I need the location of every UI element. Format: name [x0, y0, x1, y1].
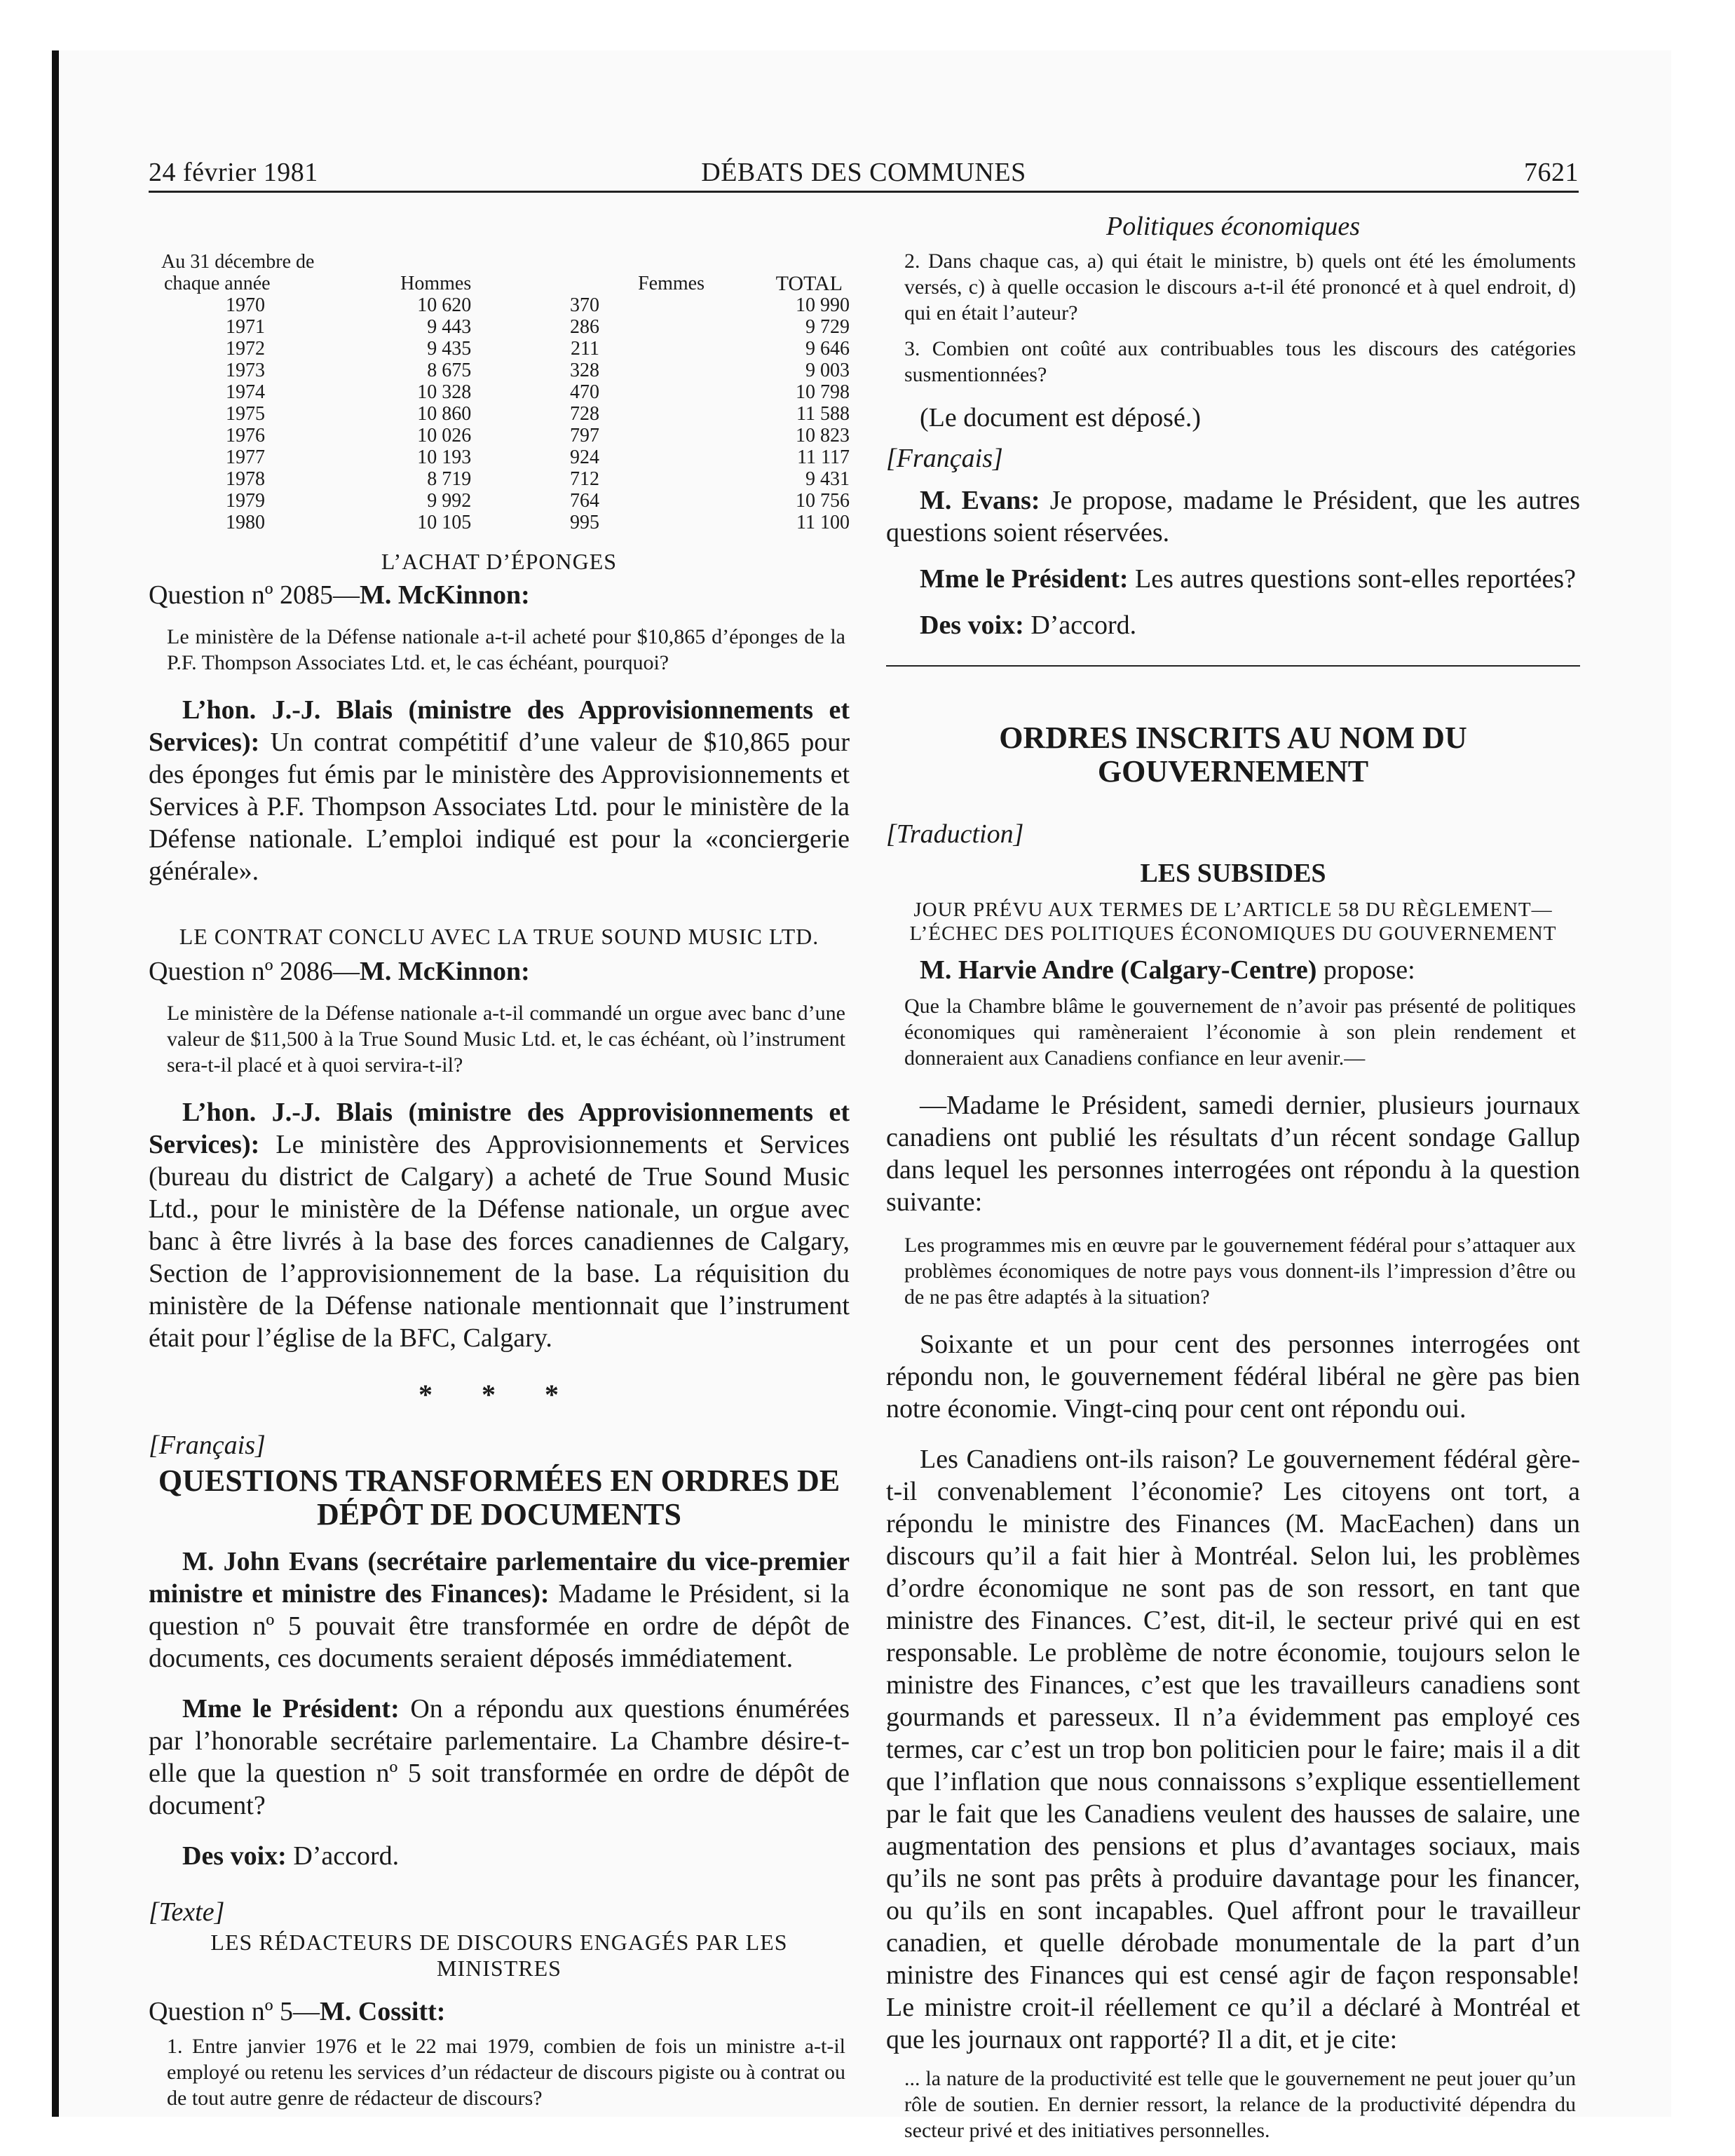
evans-statement	[149, 1546, 850, 1674]
answer-2085-speaker: L’hon. J.-J. Blais (ministre des Approvisionnements et Services):	[149, 695, 850, 757]
table-cell-total: 11 100	[796, 512, 850, 533]
table-cell-year: 1979	[226, 490, 265, 512]
table-row	[149, 512, 850, 533]
question-5-member: M. Cossitt:	[320, 1997, 446, 2026]
question-2085-text: Le ministère de la Défense nationale a-t-il acheté pour $10,865 d’éponges de la P.F. Thompson Associates Ltd. et, le cas échéant, pourquoi?	[167, 625, 845, 674]
table-row	[149, 338, 850, 360]
andre-speaker: M. Harvie Andre (Calgary-Centre)	[920, 955, 1317, 985]
table-cell-men: 9 435	[427, 338, 472, 360]
table-row	[149, 381, 850, 403]
language-tag-traduction: [Traduction]	[886, 819, 1024, 849]
table-cell-year: 1971	[226, 316, 265, 338]
question-2086-number: Question nº 2086—	[149, 957, 360, 986]
table-cell-women: 924	[569, 446, 599, 468]
table-header-year-line2: chaque année	[164, 273, 271, 294]
header-title: DÉBATS DES COMMUNES	[701, 158, 1026, 187]
voices-text: D’accord.	[286, 1841, 400, 1871]
section-heading-speechwriters: LES RÉDACTEURS DE DISCOURS ENGAGÉS PAR LES MINISTRES	[210, 1930, 788, 1981]
language-tag-francais: [Français]	[149, 1431, 266, 1460]
section-heading-true-sound: LE CONTRAT CONCLU AVEC LA TRUE SOUND MUSIC LTD.	[179, 924, 819, 949]
allotted-day-line1: JOUR PRÉVU AUX TERMES DE L’ARTICLE 58 DU RÈGLEMENT—	[913, 899, 1553, 921]
allotted-day-line2: L’ÉCHEC DES POLITIQUES ÉCONOMIQUES DU GOUVERNEMENT	[909, 922, 1557, 945]
table-cell-total: 9 646	[805, 338, 850, 360]
voices-agreement-text: D’accord.	[1023, 610, 1137, 640]
answer-2086-speaker: L’hon. J.-J. Blais (ministre des Approvisionnements et Services):	[149, 1098, 850, 1159]
language-tag-francais-right: [Français]	[886, 444, 1003, 473]
table-cell-year: 1975	[226, 403, 265, 425]
question-2085-number: Question nº 2085—	[149, 580, 360, 610]
question-2086	[149, 955, 850, 988]
header-rule	[149, 191, 1579, 193]
table-cell-total: 10 823	[796, 425, 850, 446]
andre-paragraph-2: Soixante et un pour cent des personnes interrogées ont répondu non, le gouvernement fédéral libéral ne gère pas bien notre économie. Vingt-cinq pour cent ont répondu oui.	[886, 1330, 1580, 1424]
gallup-question: Les programmes mis en œuvre par le gouvernement fédéral pour s’attaquer aux problèmes économiques de notre pays vous donnent-ils l’impression d’être ou de ne pas être adaptés à la situation?	[904, 1234, 1576, 1309]
question-2086-text: Le ministère de la Défense nationale a-t-il commandé un orgue avec banc d’une valeur de $11,500 à la True Sound Music Ltd. et, le cas échéant, où l’instrument sera-t-il placé et à quoi servira-t-il?	[167, 1002, 845, 1077]
table-cell-men: 8 719	[427, 468, 472, 490]
table-header-men: Hommes	[400, 273, 472, 294]
andre-paragraph-1: —Madame le Président, samedi dernier, plusieurs journaux canadiens ont publié les résultats d’un récent sondage Gallup dans lequel les personnes interrogées ont répondu à la question suivante:	[886, 1091, 1580, 1217]
header-page-number: 7621	[1524, 158, 1579, 187]
table-row	[149, 490, 850, 512]
language-tag-texte: [Texte]	[149, 1897, 225, 1927]
personnel-table	[149, 251, 850, 533]
section-heading-sponges: L’ACHAT D’ÉPONGES	[381, 549, 618, 574]
subtitle-economic-policies: Politiques économiques	[1106, 212, 1360, 241]
table-header-women: Femmes	[638, 273, 705, 294]
answer-2085	[149, 694, 850, 887]
table-cell-men: 10 860	[417, 403, 472, 425]
evans-proposal	[886, 484, 1580, 549]
table-cell-men: 10 026	[417, 425, 472, 446]
table-cell-women: 712	[569, 468, 599, 490]
left-column	[149, 210, 850, 2111]
table-row	[149, 468, 850, 490]
document-deposited: (Le document est déposé.)	[920, 403, 1201, 432]
table-body	[149, 294, 850, 533]
president-speaker: Mme le Président:	[182, 1694, 400, 1724]
section-separator-stars: * * *	[419, 1379, 580, 1410]
table-cell-total: 11 588	[796, 403, 850, 425]
answer-2085-text: Un contrat compétitif d’une valeur de $10,865 pour des éponges fut émis par le ministère des Approvisionnements et Services à P.F. Thompson Associates Ltd. pour le ministère de la Défense nationale. L’emploi indiqué est pour la «conciergerie générale».	[149, 728, 850, 886]
president-statement	[149, 1693, 850, 1822]
table-cell-women: 328	[569, 360, 599, 381]
voices-speaker: Des voix:	[182, 1841, 287, 1871]
table-cell-year: 1970	[226, 294, 265, 316]
scan-border	[52, 50, 59, 2117]
table-cell-men: 10 193	[417, 446, 472, 468]
table-header-total: TOTAL	[775, 272, 843, 295]
section-heading-questions-transformees: QUESTIONS TRANSFORMÉES EN ORDRES DE DÉPÔT DE DOCUMENTS	[158, 1464, 841, 1531]
table-row	[149, 316, 850, 338]
section-heading-subsides: LES SUBSIDES	[1140, 859, 1326, 888]
answer-2086	[149, 1096, 850, 1354]
table-cell-women: 728	[569, 403, 599, 425]
table-cell-men: 8 675	[427, 360, 472, 381]
question-2086-member: M. McKinnon:	[360, 957, 530, 986]
president-question	[886, 563, 1580, 595]
evans-text: Madame le Président, si la question nº 5 pouvait être transformée en ordre de dépôt de documents, ces documents seraient déposés immédiatement.	[149, 1579, 850, 1673]
section-rule	[886, 665, 1580, 667]
president-text: On a répondu aux questions énumérées par l’honorable secrétaire parlementaire. La Chambre désire-t-elle que la question nº 5 soit transformée en ordre de dépôt de document?	[149, 1694, 850, 1820]
voices-agreement	[886, 609, 1580, 641]
table-cell-year: 1976	[226, 425, 265, 446]
table-cell-men: 10 328	[417, 381, 472, 403]
table-cell-women: 370	[569, 294, 599, 316]
table-cell-men: 10 105	[417, 512, 472, 533]
table-cell-total: 10 990	[796, 294, 850, 316]
table-cell-women: 211	[571, 338, 599, 360]
page-header	[149, 157, 1579, 192]
answer-2086-text: Le ministère des Approvisionnements et Services (bureau du district de Calgary) a acheté de True Sound Music Ltd., pour le ministère de la Défense nationale, un orgue avec banc à être livrés à la base des forces canadiennes de Calgary, Section de l’approvisionnement de la base. La réquisition du ministère de la Défense nationale mentionnait que l’instrument était pour l’église de la BFC, Calgary.	[149, 1130, 850, 1353]
motion-text: Que la Chambre blâme le gouvernement de n’avoir pas présenté de politiques économiques qui ramèneraient l’économie à son plein rendement et donneraient aux Canadiens confiance en leur avenir.—	[904, 995, 1576, 1070]
table-cell-year: 1972	[226, 338, 265, 360]
voices-agreement-speaker: Des voix:	[920, 610, 1024, 640]
question-5-part-1: 1. Entre janvier 1976 et le 22 mai 1979, combien de fois un ministre a-t-il employé ou retenu les services d’un rédacteur de discours pigiste ou à contrat ou de tout autre genre de rédacteur de discours?	[167, 2035, 845, 2110]
table-cell-women: 470	[569, 381, 599, 403]
table-cell-women: 286	[569, 316, 599, 338]
table-cell-year: 1974	[226, 381, 265, 403]
president-question-text: Les autres questions sont-elles reportées?	[1128, 564, 1576, 594]
voices-statement	[149, 1840, 850, 1872]
table-cell-year: 1978	[226, 468, 265, 490]
table-row	[149, 446, 850, 468]
minister-citation: ... la nature de la productivité est telle que le gouvernement ne peut jouer qu’un rôle de soutien. En dernier ressort, la relance de la productivité dépendra du secteur privé et des initiatives personnelles.	[904, 2067, 1576, 2142]
table-cell-total: 10 756	[796, 490, 850, 512]
table-cell-women: 995	[569, 512, 599, 533]
evans-proposal-text: Je propose, madame le Président, que les autres questions soient réservées.	[886, 486, 1580, 547]
question-5	[149, 1995, 850, 2028]
table-row	[149, 425, 850, 446]
table-cell-women: 764	[569, 490, 599, 512]
question-5-part-2: 2. Dans chaque cas, a) qui était le ministre, b) quels ont été les émoluments versés, c) à quelle occasion le discours a-t-il été prononcé et à quel endroit, d) qui en était l’auteur?	[904, 250, 1576, 325]
table-cell-year: 1980	[226, 512, 265, 533]
evans-speaker: M. John Evans (secrétaire parlementaire du vice-premier ministre et ministre des Finances):	[149, 1547, 850, 1609]
table-cell-total: 9 003	[805, 360, 850, 381]
section-heading-government-orders: ORDRES INSCRITS AU NOM DU GOUVERNEMENT	[999, 721, 1467, 789]
table-cell-total: 10 798	[796, 381, 850, 403]
table-row	[149, 360, 850, 381]
table-row	[149, 403, 850, 425]
andre-motion-intro	[886, 954, 1580, 986]
andre-text: propose:	[1316, 955, 1415, 985]
right-column	[886, 210, 1580, 2143]
question-2085-member: M. McKinnon:	[360, 580, 530, 610]
table-cell-year: 1977	[226, 446, 265, 468]
table-cell-men: 9 443	[427, 316, 472, 338]
table-cell-men: 10 620	[417, 294, 472, 316]
president-question-speaker: Mme le Président:	[920, 564, 1129, 594]
table-cell-total: 9 729	[805, 316, 850, 338]
andre-paragraph-3: Les Canadiens ont-ils raison? Le gouvernement fédéral gère-t-il convenablement l’économie? Les citoyens ont tort, a répondu le ministre des Finances (M. MacEachen) dans un discours qu’il a fait hier à Montréal. Selon lui, les problèmes d’ordre économique ne sont pas de son ressort, en tant que ministre des Finances. C’est, dit-il, le secteur privé qui en est responsable. Le problème de notre économie, toujours selon le ministre des Finances, c’est que les travailleurs canadiens sont gourmands et paresseux. Il n’a évidemment pas employé ces termes, car c’est un trop bon politicien pour le faire; mais il a dit que l’inflation que nous connaissons s’explique essentiellement par le fait que les Canadiens veulent des hausses de salaire, une augmentation des pensions et plus d’avantages sociaux, mais qu’ils ne sont pas prêts à produire davantage pour les financer, ou qu’ils en sont incapables. Quel affront pour le travailleur canadien, et quelle dérobade monumentale de la part d’un ministre des Finances qui est censé agir de façon responsable! Le ministre croit-il réellement ce qu’il a déclaré à Montréal et que les journaux ont rapporté? Il a dit, et je cite:	[886, 1445, 1580, 2054]
table-row	[149, 294, 850, 316]
table-cell-total: 11 117	[797, 446, 850, 468]
question-2085	[149, 579, 850, 611]
table-cell-year: 1973	[226, 360, 265, 381]
question-5-part-3: 3. Combien ont coûté aux contribuables tous les discours des catégories susmentionnées?	[904, 337, 1576, 386]
question-5-number: Question nº 5—	[149, 1997, 320, 2026]
table-cell-women: 797	[569, 425, 599, 446]
evans-proposal-speaker: M. Evans:	[920, 486, 1040, 515]
header-date: 24 février 1981	[149, 158, 318, 187]
table-cell-men: 9 992	[427, 490, 472, 512]
table-header-year-line1: Au 31 décembre de	[161, 251, 315, 273]
table-cell-total: 9 431	[805, 468, 850, 490]
